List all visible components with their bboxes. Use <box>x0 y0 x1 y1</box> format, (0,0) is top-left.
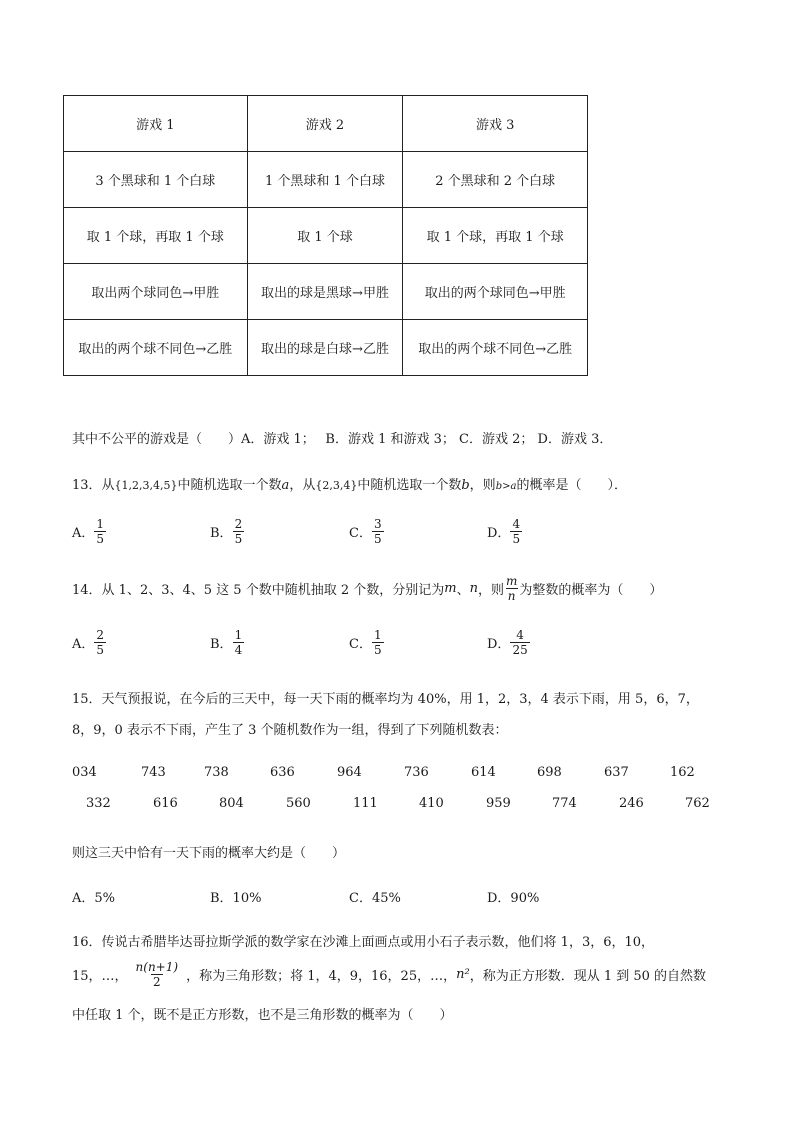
q16-text: 15，…， <box>72 969 128 984</box>
random-number: 698 <box>537 765 562 780</box>
fraction-denominator: 5 <box>96 643 105 657</box>
table-cell: 取出的球是黑球→甲胜 <box>247 264 403 320</box>
random-number: 246 <box>619 796 644 811</box>
fraction-denominator: 5 <box>373 532 382 546</box>
random-number: 743 <box>141 765 166 780</box>
option-label: C． <box>349 526 372 541</box>
random-number: 034 <box>72 765 97 780</box>
fraction-numerator: n(n+1) <box>135 960 179 974</box>
fraction-denominator: 2 <box>152 975 161 989</box>
table-cell: 取出的两个球不同色→乙胜 <box>64 320 248 376</box>
table-cell: 3 个黑球和 1 个白球 <box>64 152 248 208</box>
option-d: D．90% <box>487 891 540 906</box>
random-number: 959 <box>486 796 511 811</box>
random-number: 964 <box>337 765 362 780</box>
q16-fraction <box>134 960 181 989</box>
fraction-numerator: 1 <box>234 628 243 642</box>
q16-line1: 16．传说古希腊毕达哥拉斯学派的数学家在沙滩上面画点或用小石子表示数，他们将 1，3，6，10， <box>72 935 655 950</box>
option-fraction <box>233 517 245 546</box>
fraction-denominator: 5 <box>512 532 521 546</box>
fraction-numerator: 3 <box>373 517 382 531</box>
table-cell: 游戏 1 <box>64 96 248 152</box>
random-number: 111 <box>353 796 378 811</box>
table-row <box>64 320 588 376</box>
table-row <box>64 264 588 320</box>
random-number-row-1 <box>0 765 794 783</box>
random-number: 410 <box>419 796 444 811</box>
q13-var-b: b <box>461 478 470 493</box>
fraction-denominator: 4 <box>234 643 243 657</box>
option-fraction <box>372 517 384 546</box>
q13-text: 13．从 <box>72 478 115 493</box>
option-label: A． <box>72 637 95 652</box>
q13-question <box>72 474 627 493</box>
q12-options-line: 其中不公平的游戏是（ ）A．游戏 1； B．游戏 1 和游戏 3； C．游戏 2； D．游戏 3． <box>72 432 613 447</box>
table-cell: 取出的球是白球→乙胜 <box>247 320 403 376</box>
q14-var-n: n <box>469 581 478 596</box>
option-label: C． <box>349 637 372 652</box>
q16-text: ，称为正方形数．现从 1 到 50 的自然数 <box>469 969 707 984</box>
option-fraction <box>94 628 106 657</box>
q16-line3: 中任取 1 个，既不是正方形数，也不是三角形数的概率为（ ） <box>72 1008 453 1023</box>
option-b: B．10% <box>210 891 262 906</box>
q14-question <box>72 574 662 603</box>
option-a <box>72 628 106 657</box>
q13-var-a: a <box>281 478 290 493</box>
option-d <box>487 628 530 657</box>
option-c <box>349 517 384 546</box>
fraction-denominator: 5 <box>234 532 243 546</box>
option-c: C．45% <box>349 891 401 906</box>
table-cell: 取出的两个球不同色→乙胜 <box>403 320 588 376</box>
fraction-numerator: 2 <box>234 517 243 531</box>
table-cell: 取 1 个球 <box>247 208 403 264</box>
fraction-denominator: 25 <box>512 643 528 657</box>
fraction-denominator: 5 <box>96 532 105 546</box>
fraction-numerator: 1 <box>373 628 382 642</box>
table-cell: 1 个黑球和 1 个白球 <box>247 152 403 208</box>
fraction-numerator: m <box>505 574 518 588</box>
random-number: 762 <box>685 796 710 811</box>
random-number: 774 <box>552 796 577 811</box>
option-fraction <box>233 628 245 657</box>
table-row <box>64 152 588 208</box>
q13-text: ，从 <box>289 478 316 493</box>
random-number: 636 <box>270 765 295 780</box>
option-label: D． <box>487 526 511 541</box>
table-cell: 游戏 2 <box>247 96 403 152</box>
q13-set2: {2,3,4} <box>315 479 358 492</box>
table-row <box>64 96 588 152</box>
random-number: 736 <box>404 765 429 780</box>
random-number: 637 <box>604 765 629 780</box>
option-d <box>487 517 522 546</box>
table-cell: 取出的两个球同色→甲胜 <box>403 264 588 320</box>
table-cell: 游戏 3 <box>403 96 588 152</box>
random-number: 738 <box>204 765 229 780</box>
option-a: A．5% <box>72 891 116 906</box>
random-number: 804 <box>219 796 244 811</box>
q14-text: 为整数的概率为（ ） <box>519 583 663 598</box>
q15-line1: 15．天气预报说，在今后的三天中，每一天下雨的概率均为 40%，用 1，2，3，4 表示下雨，用 5，6，7， <box>72 692 699 707</box>
q13-text: 中随机选取一个数 <box>357 478 462 493</box>
q13-text: ，则 <box>469 478 496 493</box>
fraction-numerator: 1 <box>96 517 105 531</box>
games-table <box>63 95 588 376</box>
q13-text: 的概率是（ ）． <box>516 478 627 493</box>
q13-condition: b>a <box>495 481 517 492</box>
fraction-denominator: n <box>507 589 516 603</box>
q16-line2 <box>72 960 706 989</box>
random-number-row-2 <box>0 796 794 814</box>
random-number: 616 <box>153 796 178 811</box>
option-b <box>210 628 244 657</box>
random-number: 560 <box>286 796 311 811</box>
q13-text: 中随机选取一个数 <box>177 478 282 493</box>
option-fraction <box>94 517 106 546</box>
q14-var-m: m <box>444 581 457 596</box>
q14-fraction <box>504 574 519 603</box>
q14-text: 14．从 1、2、3、4、5 这 5 个数中随机抽取 2 个数，分别记为 <box>72 583 445 598</box>
option-fraction <box>510 628 529 657</box>
table-row <box>64 208 588 264</box>
q15-line2: 8，9，0 表示不下雨，产生了 3 个随机数作为一组，得到了下列随机数表： <box>72 723 508 738</box>
option-c <box>349 628 384 657</box>
q16-text: ，称为三角形数；将 1，4，9，16，25，…， <box>186 969 457 984</box>
option-label: B． <box>210 637 233 652</box>
random-number: 162 <box>670 765 695 780</box>
table-cell: 取出两个球同色→甲胜 <box>64 264 248 320</box>
q13-set1: {1,2,3,4,5} <box>114 479 178 492</box>
random-number: 332 <box>86 796 111 811</box>
table-cell: 2 个黑球和 2 个白球 <box>403 152 588 208</box>
option-fraction <box>510 517 522 546</box>
option-label: D． <box>487 637 511 652</box>
option-label: A． <box>72 526 95 541</box>
option-fraction <box>372 628 384 657</box>
table-cell: 取 1 个球，再取 1 个球 <box>403 208 588 264</box>
option-b <box>210 517 244 546</box>
q16-n-squared: n² <box>456 967 470 982</box>
q14-text: ，则 <box>477 583 504 598</box>
option-a <box>72 517 106 546</box>
fraction-numerator: 2 <box>96 628 105 642</box>
q15-question: 则这三天中恰有一天下雨的概率大约是（ ） <box>72 846 346 861</box>
random-number: 614 <box>471 765 496 780</box>
q14-text: 、 <box>456 583 470 598</box>
table-cell: 取 1 个球，再取 1 个球 <box>64 208 248 264</box>
fraction-numerator: 4 <box>512 517 521 531</box>
fraction-numerator: 4 <box>516 628 524 642</box>
option-label: B． <box>210 526 233 541</box>
fraction-denominator: 5 <box>373 643 382 657</box>
